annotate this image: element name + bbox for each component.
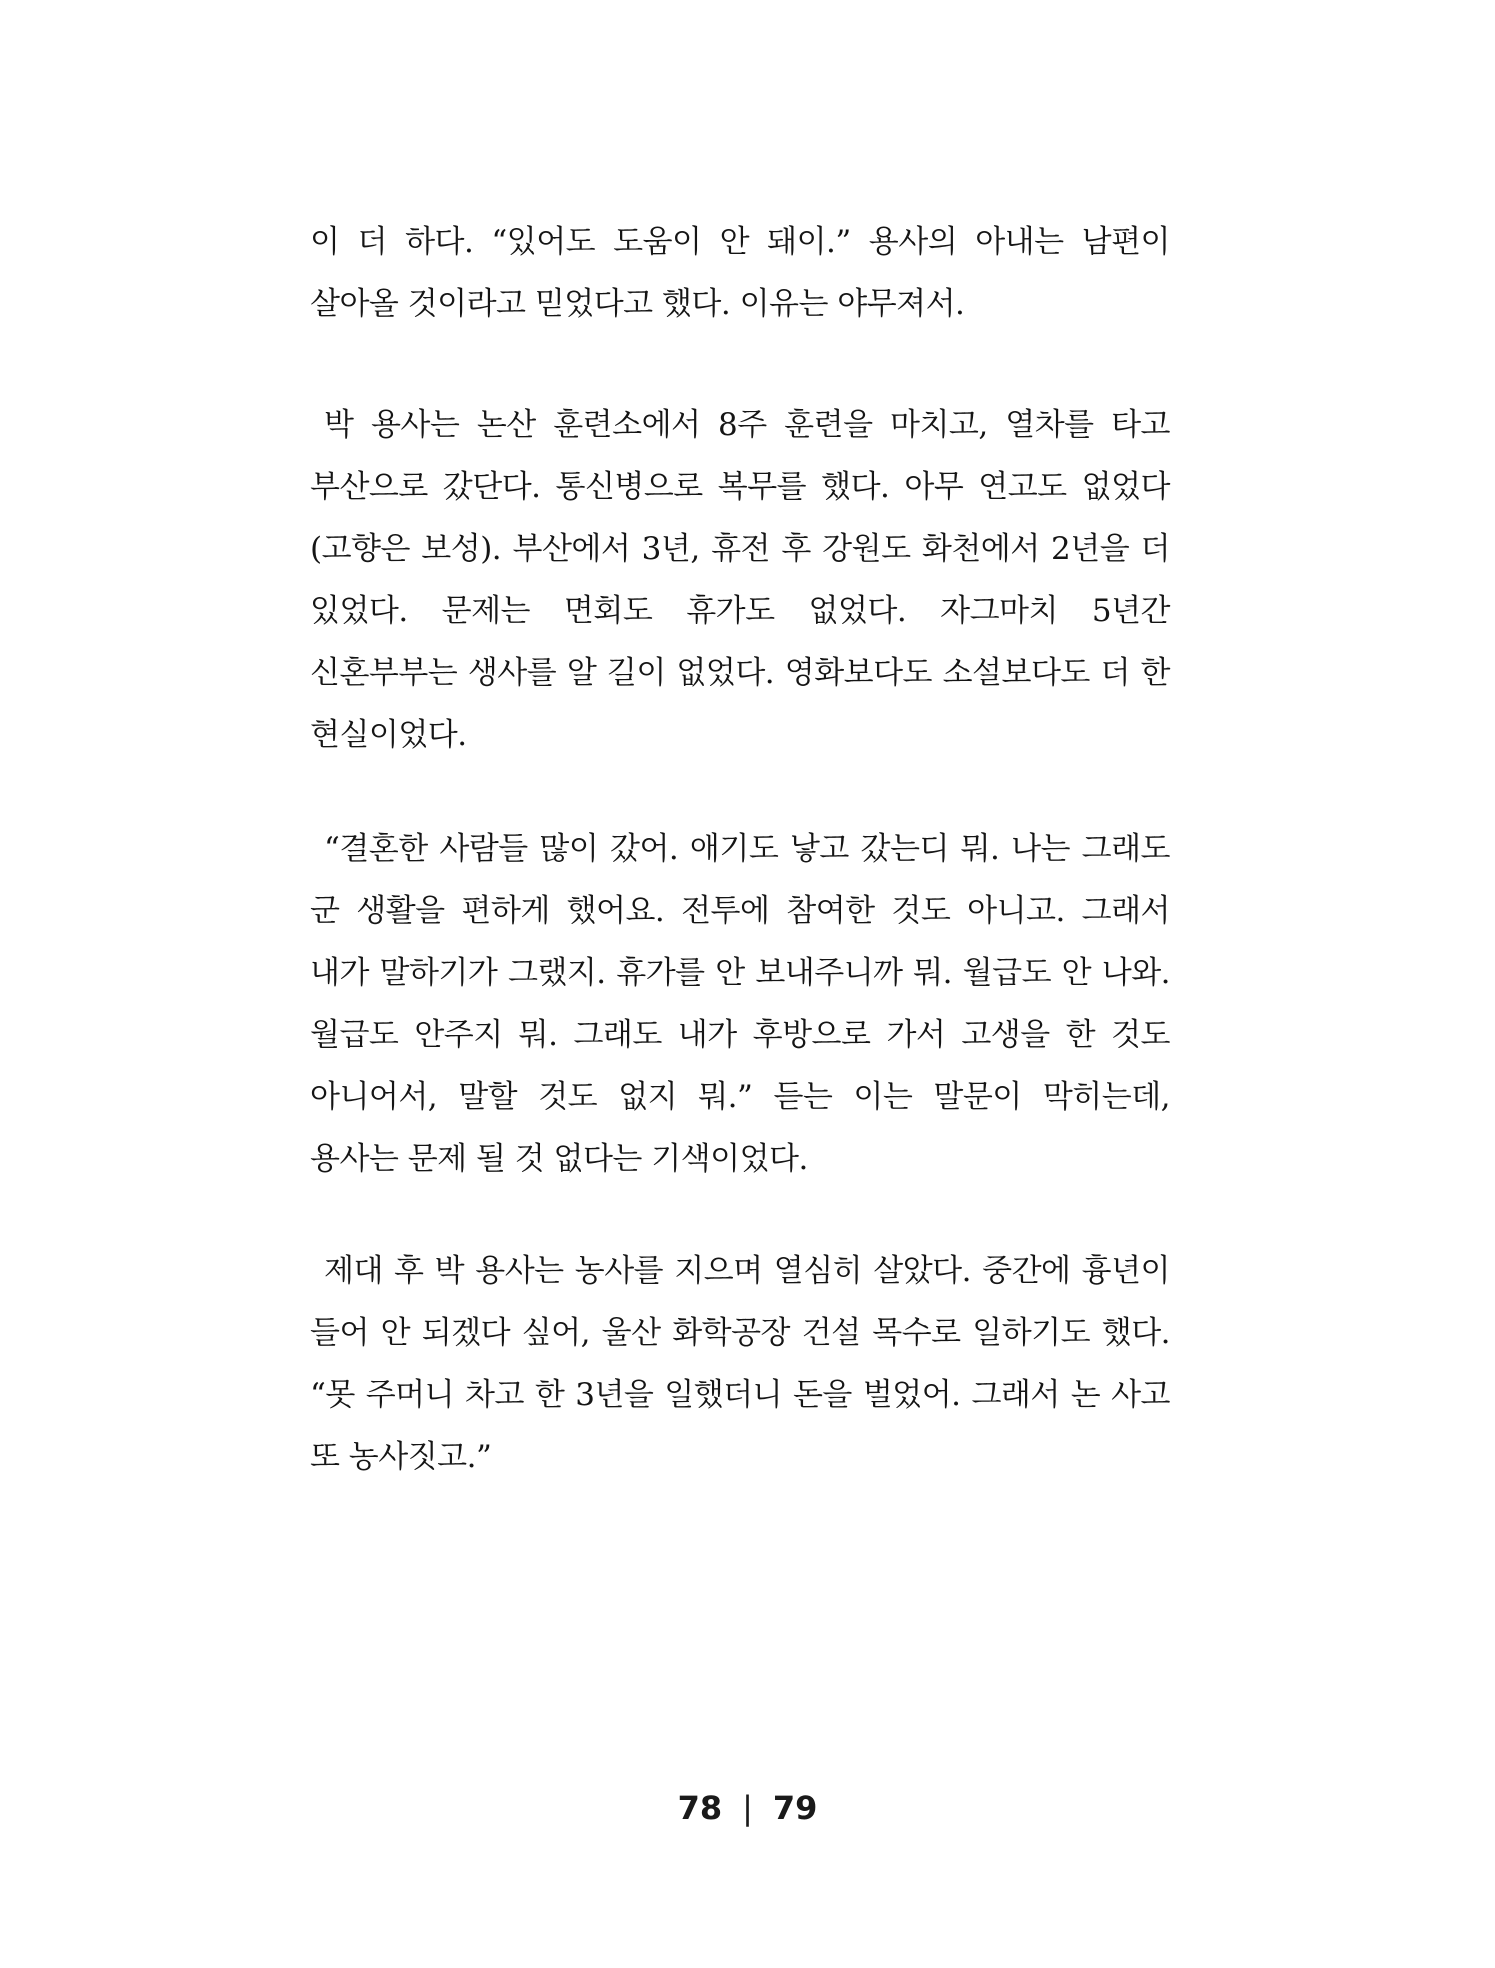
page-number-footer [0,1786,1495,1830]
page-number-left: 78 [677,1789,723,1827]
body-paragraph-3: “결혼한 사람들 많이 갔어. 애기도 낳고 갔는디 뭐. 나는 그래도 군 생활을 편하게 했어요. 전투에 참여한 것도 아니고. 그래서 내가 말하기가 그랬지. 휴가를 안 보내주니까 뭐. 월급도 안 나와. 월급도 안주지 뭐. 그래도 내가 후방으로 가서 고생을 한 것도 아니어서, 말할 것도 없지 뭐.” 듣는 이는 말문이 막히는데, 용사는 문제 될 것 없다는 기색이었다. [310,831,1170,1177]
body-paragraph-1: 이 더 하다. “있어도 도움이 안 돼이.” 용사의 아내는 남편이 살아올 것이라고 믿었다고 했다. 이유는 야무져서. [310,224,1170,322]
body-paragraph-2: 박 용사는 논산 훈련소에서 8주 훈련을 마치고, 열차를 타고 부산으로 갔단다. 통신병으로 복무를 했다. 아무 연고도 없었다(고향은 보성). 부산에서 3년, 휴전 후 강원도 화천에서 2년을 더 있었다. 문제는 면회도 휴가도 없었다. 자그마치 5년간 신혼부부는 생사를 알 길이 없었다. 영화보다도 소설보다도 더 한 현실이었다. [310,407,1170,753]
body-paragraph-4: 제대 후 박 용사는 농사를 지으며 열심히 살았다. 중간에 흉년이 들어 안 되겠다 싶어, 울산 화학공장 건설 목수로 일하기도 했다. “못 주머니 차고 한 3년을 일했더니 돈을 벌었어. 그래서 논 사고 또 농사짓고.” [310,1253,1170,1475]
page-number-right: 79 [772,1789,818,1827]
page-number-separator: | [742,1789,753,1827]
